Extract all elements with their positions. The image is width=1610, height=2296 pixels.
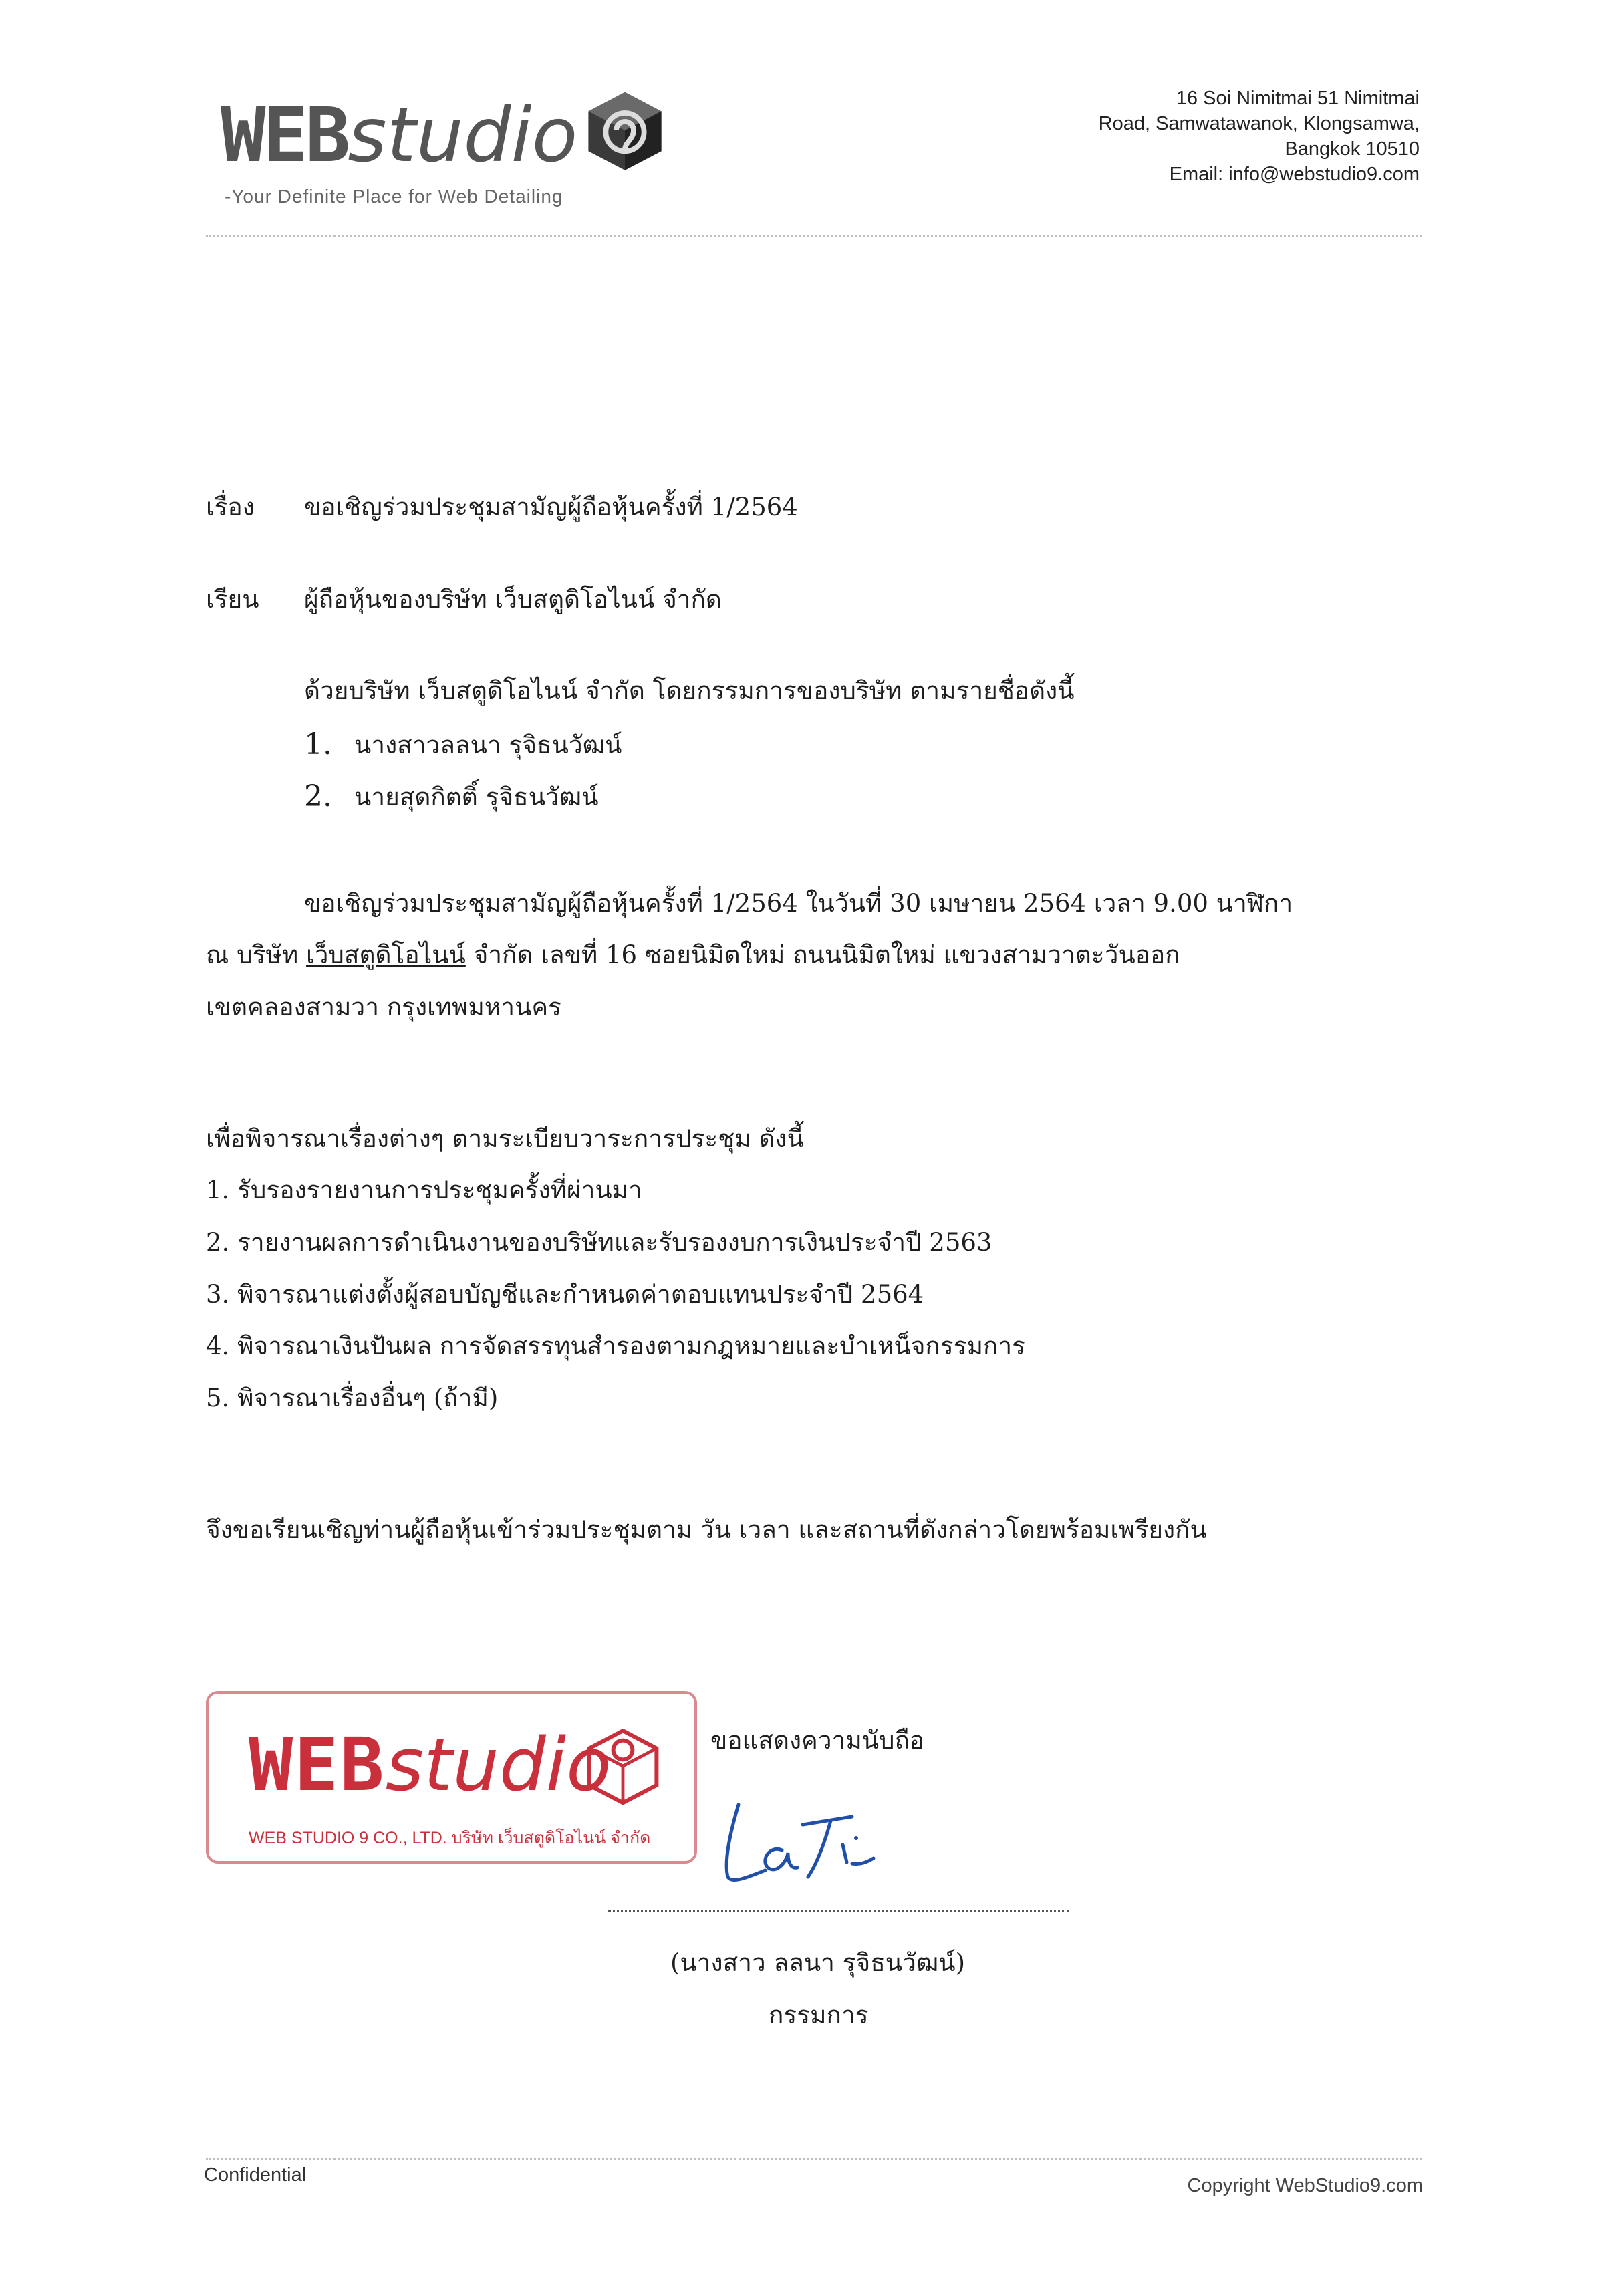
signatory-name: (นางสาว ลลนา รุจิธนวัฒน์) bbox=[670, 1948, 966, 1977]
agenda-item: 5. พิจารณาเรื่องอื่นๆ (ถ้ามี) bbox=[206, 1384, 499, 1412]
stamp-subtext: WEB STUDIO 9 CO., LTD. บริษัท เว็บสตูดิโอไนน์ จำกัด bbox=[249, 1829, 651, 1847]
invitation-line: เขตคลองสามวา กรุงเทพมหานคร bbox=[206, 993, 561, 1021]
footer-copyright: Copyright WebStudio9.com bbox=[1187, 2175, 1423, 2196]
company-logo bbox=[221, 79, 688, 213]
company-address bbox=[1099, 86, 1420, 187]
agenda-item: 1. รับรองรายงานการประชุมครั้งที่ผ่านมา bbox=[206, 1176, 642, 1204]
director-name: นางสาวลลนา รุจิธนวัฒน์ bbox=[354, 731, 622, 759]
signatory-title: กรรมการ bbox=[769, 2001, 869, 2029]
agenda-item: 4. พิจารณาเงินปันผล การจัดสรรทุนสำรองตามกฎหมายและบำเหน็จกรรมการ bbox=[206, 1331, 1026, 1360]
invitation-company-name: เว็บสตูดิโอไนน์ bbox=[306, 940, 466, 969]
logo-tagline: -Your Definite Place for Web Detailing bbox=[225, 186, 563, 207]
logo-cube-icon bbox=[581, 87, 668, 174]
agenda-item: 2. รายงานผลการดำเนินงานของบริษัทและรับรองงบการเงินประจำปี 2563 bbox=[206, 1228, 992, 1257]
invitation-line: ขอเชิญร่วมประชุมสามัญผู้ถือหุ้นครั้งที่ 1/2564 ในวันที่ 30 เมษายน 2564 เวลา 9.00 นาฬิกา bbox=[304, 889, 1293, 918]
subject-label: เรื่อง bbox=[206, 493, 255, 521]
agenda-heading: เพื่อพิจารณาเรื่องต่างๆ ตามระเบียบวาระการประชุม ดังนี้ bbox=[206, 1124, 804, 1153]
stamp-wordmark: WEBstudio bbox=[249, 1722, 612, 1807]
subject-text: ขอเชิญร่วมประชุมสามัญผู้ถือหุ้นครั้งที่ 1/2564 bbox=[304, 493, 798, 521]
invitation-line bbox=[206, 942, 1180, 967]
recipient-text: ผู้ถือหุ้นของบริษัท เว็บสตูดิโอไนน์ จำกัด bbox=[304, 585, 722, 614]
agenda-item: 3. พิจารณาแต่งตั้งผู้สอบบัญชีและกำหนดค่าตอบแทนประจำปี 2564 bbox=[206, 1280, 924, 1309]
footer-divider bbox=[206, 2158, 1422, 2160]
director-name: นายสุดกิตติ์ รุจิธนวัฒน์ bbox=[354, 783, 599, 811]
invitation-prefix: ณ บริษัท bbox=[206, 940, 306, 969]
header-divider bbox=[206, 235, 1422, 237]
signature-line bbox=[608, 1910, 1069, 1912]
company-stamp bbox=[206, 1691, 697, 1864]
signoff-text: ขอแสดงความนับถือ bbox=[710, 1726, 925, 1755]
invitation-suffix: จำกัด เลขที่ 16 ซอยนิมิตใหม่ ถนนนิมิตใหม่ แขวงสามวาตะวันออก bbox=[465, 940, 1180, 969]
footer-confidential: Confidential bbox=[204, 2164, 307, 2186]
director-number: 2. bbox=[304, 779, 332, 813]
logo-wordmark: WEBstudio bbox=[221, 92, 578, 179]
recipient-label: เรียน bbox=[206, 585, 259, 614]
stamp-cube-icon bbox=[583, 1726, 663, 1806]
address-line: 16 Soi Nimitmai 51 Nimitmai bbox=[1176, 88, 1420, 109]
address-email: Email: info@webstudio9.com bbox=[1169, 164, 1420, 185]
address-line: Road, Samwatawanok, Klongsamwa, bbox=[1098, 113, 1420, 134]
address-line: Bangkok 10510 bbox=[1285, 138, 1420, 160]
closing-paragraph: จึงขอเรียนเชิญท่านผู้ถือหุ้นเข้าร่วมประชุมตาม วัน เวลา และสถานที่ดังกล่าวโดยพร้อมเพรียงกัน bbox=[206, 1515, 1207, 1544]
intro-paragraph: ด้วยบริษัท เว็บสตูดิโอไนน์ จำกัด โดยกรรมการของบริษัท ตามรายชื่อดังนี้ bbox=[304, 676, 1075, 705]
director-number: 1. bbox=[304, 727, 332, 761]
handwritten-signature bbox=[718, 1798, 879, 1892]
